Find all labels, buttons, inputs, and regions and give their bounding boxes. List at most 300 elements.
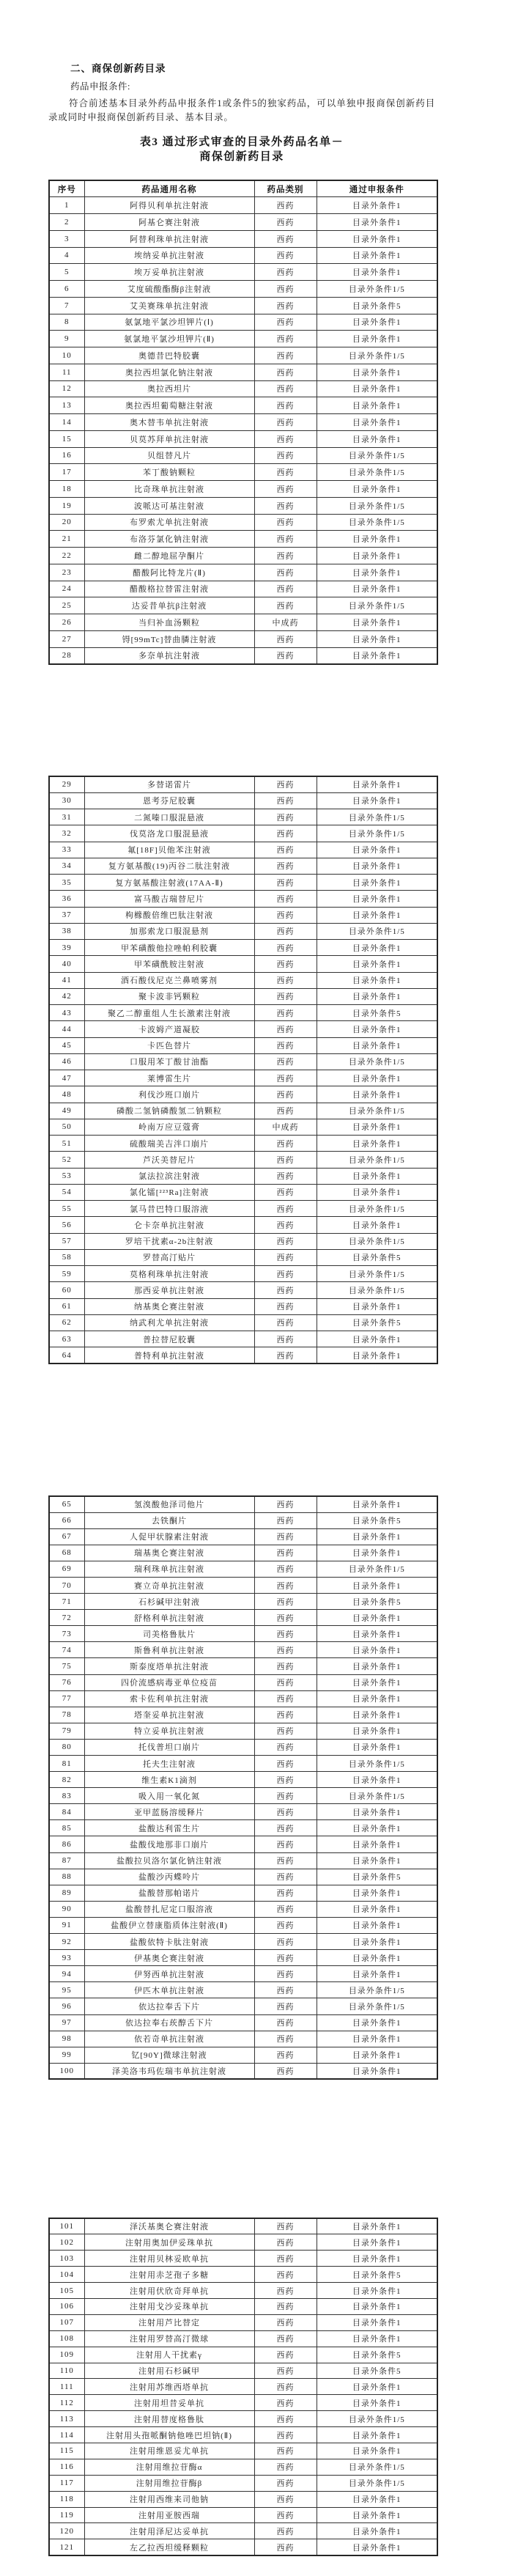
row-number: 55 — [49, 1201, 84, 1217]
table-row — [49, 1184, 437, 1200]
row-number: 82 — [49, 1772, 84, 1788]
table-row — [49, 1577, 437, 1593]
drug-name: 特立妥单抗注射液 — [84, 1723, 254, 1739]
drug-name: 加那索龙口服混悬剂 — [84, 923, 254, 939]
approval-condition: 目录外条件1 — [317, 1217, 437, 1233]
row-number: 66 — [49, 1512, 84, 1528]
drug-table-section-4 — [48, 2218, 438, 2556]
drug-name: 注射用石杉碱甲 — [84, 2363, 254, 2379]
drug-category: 西药 — [254, 1037, 317, 1053]
row-number: 8 — [49, 314, 84, 331]
row-number: 117 — [49, 2475, 84, 2491]
column-header: 药品类别 — [254, 180, 317, 197]
row-number: 49 — [49, 1103, 84, 1119]
table-row — [49, 1070, 437, 1086]
row-number: 98 — [49, 2031, 84, 2047]
table-row — [49, 2411, 437, 2427]
drug-category: 西药 — [254, 1723, 317, 1739]
table-row — [49, 2491, 437, 2507]
drug-name: 达妥昔单抗β注射液 — [84, 597, 254, 614]
row-number: 17 — [49, 464, 84, 481]
table-row — [49, 1005, 437, 1021]
drug-name: 卡波姆产道凝胶 — [84, 1021, 254, 1037]
approval-condition: 目录外条件1/5 — [317, 1233, 437, 1249]
approval-condition: 目录外条件1 — [317, 414, 437, 431]
drug-name: 泽美洛韦玛佐瑞韦单抗注射液 — [84, 2063, 254, 2079]
table-row — [49, 1331, 437, 1347]
table-row — [49, 2443, 437, 2459]
drug-category: 西药 — [254, 2363, 317, 2379]
approval-condition: 目录外条件1 — [317, 1723, 437, 1739]
drug-name: 阿基仑赛注射液 — [84, 214, 254, 231]
row-number: 33 — [49, 842, 84, 858]
approval-condition: 目录外条件1/5 — [317, 809, 437, 825]
approval-condition: 目录外条件1 — [317, 314, 437, 331]
table-row — [49, 1136, 437, 1152]
row-number: 6 — [49, 281, 84, 298]
row-number: 27 — [49, 630, 84, 647]
row-number: 73 — [49, 1626, 84, 1642]
drug-category: 西药 — [254, 2283, 317, 2299]
row-number: 50 — [49, 1119, 84, 1135]
table-row — [49, 2031, 437, 2047]
table-row — [49, 2283, 437, 2299]
row-number: 21 — [49, 531, 84, 548]
drug-category: 西药 — [254, 1950, 317, 1966]
approval-condition: 目录外条件1 — [317, 2379, 437, 2395]
drug-category: 西药 — [254, 2411, 317, 2427]
table-row — [49, 792, 437, 809]
approval-condition: 目录外条件1 — [317, 614, 437, 631]
section-heading: 二、商保创新药目录 — [70, 63, 166, 74]
row-number: 94 — [49, 1966, 84, 1982]
drug-category: 西药 — [254, 2379, 317, 2395]
row-number: 86 — [49, 1836, 84, 1852]
table-row — [49, 2298, 437, 2314]
table-row — [49, 2363, 437, 2379]
drug-name: 司美格鲁肽片 — [84, 1626, 254, 1642]
drug-category: 西药 — [254, 214, 317, 231]
drug-name: 盐酸替那帕诺片 — [84, 1885, 254, 1901]
table-row — [49, 1233, 437, 1249]
drug-category: 西药 — [254, 907, 317, 923]
row-number: 111 — [49, 2379, 84, 2395]
drug-category: 西药 — [254, 1249, 317, 1265]
drug-category: 西药 — [254, 2459, 317, 2475]
drug-name: 塔奎妥单抗注射液 — [84, 1707, 254, 1723]
declaration-conditions-label: 药品申报条件: — [70, 81, 130, 92]
drug-category: 西药 — [254, 1168, 317, 1184]
drug-name: 依达拉奉舌下片 — [84, 1998, 254, 2014]
drug-category: 西药 — [254, 2347, 317, 2363]
approval-condition: 目录外条件1 — [317, 972, 437, 988]
drug-category: 西药 — [254, 2014, 317, 2031]
drug-category: 西药 — [254, 247, 317, 264]
row-number: 46 — [49, 1053, 84, 1070]
row-number: 51 — [49, 1136, 84, 1152]
row-number: 40 — [49, 956, 84, 972]
drug-category: 西药 — [254, 464, 317, 481]
row-number: 116 — [49, 2459, 84, 2475]
drug-name: 酒石酸伐尼克兰鼻喷雾剂 — [84, 972, 254, 988]
drug-name: 注射用泽尼达妥单抗 — [84, 2523, 254, 2539]
drug-category: 西药 — [254, 297, 317, 314]
column-header: 序号 — [49, 180, 84, 197]
approval-condition: 目录外条件1 — [317, 1642, 437, 1658]
row-number: 100 — [49, 2063, 84, 2079]
row-number: 74 — [49, 1642, 84, 1658]
table-row — [49, 1347, 437, 1364]
table-row — [49, 1934, 437, 1950]
row-number: 118 — [49, 2491, 84, 2507]
drug-name: 莱博雷生片 — [84, 1070, 254, 1086]
drug-category: 西药 — [254, 2330, 317, 2347]
drug-category: 西药 — [254, 230, 317, 247]
drug-category: 西药 — [254, 2218, 317, 2234]
table-row — [49, 1528, 437, 1545]
approval-condition: 目录外条件1 — [317, 907, 437, 923]
row-number: 78 — [49, 1707, 84, 1723]
table-row — [49, 1820, 437, 1836]
table-row — [49, 1266, 437, 1282]
drug-category: 西药 — [254, 1901, 317, 1917]
row-number: 99 — [49, 2047, 84, 2063]
drug-name: 贝莫苏拜单抗注射液 — [84, 430, 254, 447]
table-row — [49, 380, 437, 397]
row-number: 115 — [49, 2443, 84, 2459]
drug-category: 西药 — [254, 2234, 317, 2251]
row-number: 43 — [49, 1005, 84, 1021]
row-number: 35 — [49, 875, 84, 891]
row-number: 41 — [49, 972, 84, 988]
drug-category: 西药 — [254, 2475, 317, 2491]
row-number: 18 — [49, 481, 84, 498]
drug-category: 西药 — [254, 1804, 317, 1820]
drug-name: 注射用贝林妥欧单抗 — [84, 2251, 254, 2267]
drug-category: 西药 — [254, 497, 317, 514]
row-number: 112 — [49, 2395, 84, 2411]
drug-name: 奥拉西坦葡萄糖注射液 — [84, 397, 254, 414]
table-row — [49, 1626, 437, 1642]
approval-condition: 目录外条件1/5 — [317, 1053, 437, 1070]
row-number: 62 — [49, 1314, 84, 1331]
table-row — [49, 281, 437, 298]
drug-category: 西药 — [254, 564, 317, 581]
drug-name: 醋酸格拉替雷注射液 — [84, 581, 254, 597]
drug-name: 注射用西维来司他钠 — [84, 2491, 254, 2507]
approval-condition: 目录外条件1 — [317, 1658, 437, 1674]
drug-category: 西药 — [254, 1086, 317, 1103]
drug-category: 西药 — [254, 2063, 317, 2079]
drug-name: 阿得贝利单抗注射液 — [84, 197, 254, 214]
drug-name: 注射用伏欣奇拜单抗 — [84, 2283, 254, 2299]
drug-category: 西药 — [254, 1885, 317, 1901]
drug-category: 西药 — [254, 1053, 317, 1070]
approval-condition: 目录外条件1 — [317, 481, 437, 498]
drug-name: 罗培干扰素α-2b注射液 — [84, 1233, 254, 1249]
table-row — [49, 548, 437, 564]
table-row — [49, 1804, 437, 1820]
approval-condition: 目录外条件1 — [317, 1950, 437, 1966]
approval-condition: 目录外条件5 — [317, 2347, 437, 2363]
table-row — [49, 414, 437, 431]
row-number: 20 — [49, 514, 84, 531]
row-number: 95 — [49, 1982, 84, 1998]
drug-name: 二氮嗪口服混悬液 — [84, 809, 254, 825]
approval-condition: 目录外条件1 — [317, 1037, 437, 1053]
drug-category: 西药 — [254, 2539, 317, 2555]
approval-condition: 目录外条件1 — [317, 858, 437, 874]
drug-name: 利伐沙班口崩片 — [84, 1086, 254, 1103]
table-title — [48, 135, 435, 164]
approval-condition: 目录外条件5 — [317, 2267, 437, 2283]
drug-name: 氨氯地平氯沙坦钾片(Ⅰ) — [84, 314, 254, 331]
row-number: 92 — [49, 1934, 84, 1950]
drug-name: 聚乙二醇重组人生长激素注射液 — [84, 1005, 254, 1021]
approval-condition: 目录外条件1 — [317, 2047, 437, 2063]
approval-condition: 目录外条件1/5 — [317, 923, 437, 939]
row-number: 81 — [49, 1756, 84, 1772]
table-row — [49, 1545, 437, 1561]
drug-name: 比奇珠单抗注射液 — [84, 481, 254, 498]
table-row — [49, 1674, 437, 1690]
drug-name: 普拉替尼胶囊 — [84, 1331, 254, 1347]
drug-name: 埃万妥单抗注射液 — [84, 264, 254, 281]
drug-name: 口服用苯丁酸甘油酯 — [84, 1053, 254, 1070]
row-number: 80 — [49, 1739, 84, 1755]
drug-name: 注射用头孢哌酮钠他唑巴坦钠(Ⅱ) — [84, 2427, 254, 2443]
approval-condition: 目录外条件1 — [317, 1917, 437, 1933]
table-title-line2: 商保创新药目录 — [199, 151, 284, 163]
approval-condition: 目录外条件1 — [317, 891, 437, 907]
table-row — [49, 1282, 437, 1298]
drug-category: 西药 — [254, 1217, 317, 1233]
drug-category: 西药 — [254, 264, 317, 281]
drug-category: 中成药 — [254, 614, 317, 631]
row-number: 61 — [49, 1298, 84, 1314]
drug-name: 雌二醇地屈孕酮片 — [84, 548, 254, 564]
row-number: 54 — [49, 1184, 84, 1200]
drug-name: 伊基奥仑赛注射液 — [84, 1950, 254, 1966]
drug-name: 氢溴酸他泽司他片 — [84, 1496, 254, 1512]
row-number: 36 — [49, 891, 84, 907]
drug-name: 氟[18F]贝他苯注射液 — [84, 842, 254, 858]
approval-condition: 目录外条件1 — [317, 230, 437, 247]
drug-category: 西药 — [254, 1626, 317, 1642]
drug-name: 奥拉西坦氯化钠注射液 — [84, 364, 254, 380]
approval-condition: 目录外条件1 — [317, 1820, 437, 1836]
table-row — [49, 230, 437, 247]
drug-category: 西药 — [254, 988, 317, 1004]
drug-name: 伊努西单抗注射液 — [84, 1966, 254, 1982]
drug-name: 注射用戈沙妥珠单抗 — [84, 2298, 254, 2314]
row-number: 16 — [49, 447, 84, 464]
table-row — [49, 972, 437, 988]
drug-category: 西药 — [254, 1756, 317, 1772]
table-row — [49, 497, 437, 514]
approval-condition: 目录外条件1/5 — [317, 1201, 437, 1217]
table-row — [49, 1053, 437, 1070]
drug-name: 芦沃美替尼片 — [84, 1152, 254, 1168]
approval-condition: 目录外条件1 — [317, 1545, 437, 1561]
approval-condition: 目录外条件1/5 — [317, 1152, 437, 1168]
drug-category: 西药 — [254, 447, 317, 464]
drug-name: 波哌达可基注射液 — [84, 497, 254, 514]
approval-condition: 目录外条件1 — [317, 1966, 437, 1982]
approval-condition: 目录外条件1 — [317, 1610, 437, 1626]
row-number: 89 — [49, 1885, 84, 1901]
table-row — [49, 1642, 437, 1658]
table-row — [49, 1298, 437, 1314]
row-number: 59 — [49, 1266, 84, 1282]
drug-name: 托夫生注射液 — [84, 1756, 254, 1772]
drug-name: 注射用芦比替定 — [84, 2314, 254, 2330]
drug-category: 西药 — [254, 2031, 317, 2047]
table-row — [49, 1610, 437, 1626]
drug-name: 左乙拉西坦缓释颗粒 — [84, 2539, 254, 2555]
drug-category: 西药 — [254, 1005, 317, 1021]
approval-condition: 目录外条件1 — [317, 197, 437, 214]
table-row — [49, 2251, 437, 2267]
row-number: 75 — [49, 1658, 84, 1674]
table-row — [49, 1772, 437, 1788]
approval-condition: 目录外条件1 — [317, 2218, 437, 2234]
table-row — [49, 481, 437, 498]
table-row — [49, 2427, 437, 2443]
approval-condition: 目录外条件1 — [317, 1852, 437, 1869]
approval-condition: 目录外条件1 — [317, 1086, 437, 1103]
drug-category: 西药 — [254, 1610, 317, 1626]
drug-category: 西药 — [254, 875, 317, 891]
table-row — [49, 1314, 437, 1331]
row-number: 28 — [49, 647, 84, 664]
drug-name: 奥木替韦单抗注射液 — [84, 414, 254, 431]
approval-condition: 目录外条件1 — [317, 1772, 437, 1788]
approval-condition: 目录外条件1 — [317, 647, 437, 664]
row-number: 5 — [49, 264, 84, 281]
drug-category: 西药 — [254, 1917, 317, 1933]
header-block — [48, 63, 435, 164]
approval-condition: 目录外条件5 — [317, 297, 437, 314]
drug-category: 西药 — [254, 1184, 317, 1200]
drug-category: 西药 — [254, 2443, 317, 2459]
table-row — [49, 1512, 437, 1528]
drug-name: 多奈单抗注射液 — [84, 647, 254, 664]
table-row — [49, 2047, 437, 2063]
approval-condition: 目录外条件1/5 — [317, 1998, 437, 2014]
table-row — [49, 397, 437, 414]
row-number: 31 — [49, 809, 84, 825]
table-row — [49, 1885, 437, 1901]
drug-category: 西药 — [254, 1594, 317, 1610]
approval-condition: 目录外条件1 — [317, 2539, 437, 2555]
table-row — [49, 2523, 437, 2539]
table-row — [49, 1021, 437, 1037]
drug-category: 西药 — [254, 514, 317, 531]
table-row — [49, 630, 437, 647]
drug-name: 托伐普坦口崩片 — [84, 1739, 254, 1755]
approval-condition: 目录外条件1 — [317, 2523, 437, 2539]
drug-name: 普特利单抗注射液 — [84, 1347, 254, 1364]
row-number: 119 — [49, 2507, 84, 2523]
drug-category: 西药 — [254, 1836, 317, 1852]
intro-paragraph: 符合前述基本目录外药品申报条件1或条件5的独家药品，可以单独申报商保创新药目录或同时申报商保创新药目录、基本目录。 — [48, 98, 435, 122]
drug-category: 西药 — [254, 414, 317, 431]
row-number: 22 — [49, 548, 84, 564]
drug-table-section-1 — [48, 180, 438, 665]
approval-condition: 目录外条件1 — [317, 1298, 437, 1314]
drug-category: 西药 — [254, 1982, 317, 1998]
drug-category: 西药 — [254, 1021, 317, 1037]
drug-name: 布洛芬氯化钠注射液 — [84, 531, 254, 548]
approval-condition: 目录外条件1 — [317, 2330, 437, 2347]
row-number: 44 — [49, 1021, 84, 1037]
drug-name: 枸橼酸倍维巴肽注射液 — [84, 907, 254, 923]
approval-condition: 目录外条件1 — [317, 1577, 437, 1593]
table-row — [49, 214, 437, 231]
row-number: 97 — [49, 2014, 84, 2031]
drug-category: 西药 — [254, 1739, 317, 1755]
drug-category: 西药 — [254, 1852, 317, 1869]
table-row — [49, 1739, 437, 1755]
approval-condition: 目录外条件1 — [317, 776, 437, 792]
drug-name: 盐酸依特卡肽注射液 — [84, 1934, 254, 1950]
row-number: 48 — [49, 1086, 84, 1103]
approval-condition: 目录外条件1 — [317, 2283, 437, 2299]
table-row — [49, 1658, 437, 1674]
approval-condition: 目录外条件1 — [317, 1331, 437, 1347]
table-row — [49, 988, 437, 1004]
drug-name: 锝[99mTc]替曲膦注射液 — [84, 630, 254, 647]
row-number: 120 — [49, 2523, 84, 2539]
drug-category: 西药 — [254, 1788, 317, 1804]
row-number: 114 — [49, 2427, 84, 2443]
drug-name: 盐酸沙丙蝶呤片 — [84, 1869, 254, 1885]
row-number: 79 — [49, 1723, 84, 1739]
approval-condition: 目录外条件1/5 — [317, 1561, 437, 1577]
row-number: 90 — [49, 1901, 84, 1917]
table-row — [49, 1836, 437, 1852]
table-row — [49, 1561, 437, 1577]
table-header-row — [49, 180, 437, 197]
approval-condition: 目录外条件1 — [317, 2031, 437, 2047]
drug-name: 布罗索尤单抗注射液 — [84, 514, 254, 531]
table-row — [49, 2539, 437, 2555]
row-number: 12 — [49, 380, 84, 397]
row-number: 58 — [49, 1249, 84, 1265]
drug-category: 西药 — [254, 1331, 317, 1347]
approval-condition: 目录外条件1 — [317, 1184, 437, 1200]
row-number: 26 — [49, 614, 84, 631]
drug-category: 西药 — [254, 1707, 317, 1723]
table-row — [49, 1103, 437, 1119]
drug-name: 舒格利单抗注射液 — [84, 1610, 254, 1626]
drug-category: 西药 — [254, 1201, 317, 1217]
drug-table-section-2 — [48, 776, 438, 1364]
drug-category: 西药 — [254, 1658, 317, 1674]
approval-condition: 目录外条件1 — [317, 247, 437, 264]
table-row — [49, 1869, 437, 1885]
approval-condition: 目录外条件1 — [317, 956, 437, 972]
table-row — [49, 1086, 437, 1103]
table-row — [49, 858, 437, 874]
approval-condition: 目录外条件1/5 — [317, 2459, 437, 2475]
drug-category: 西药 — [254, 1512, 317, 1528]
approval-condition: 目录外条件1/5 — [317, 1982, 437, 1998]
table-row — [49, 1723, 437, 1739]
drug-category: 西药 — [254, 481, 317, 498]
row-number: 57 — [49, 1233, 84, 1249]
